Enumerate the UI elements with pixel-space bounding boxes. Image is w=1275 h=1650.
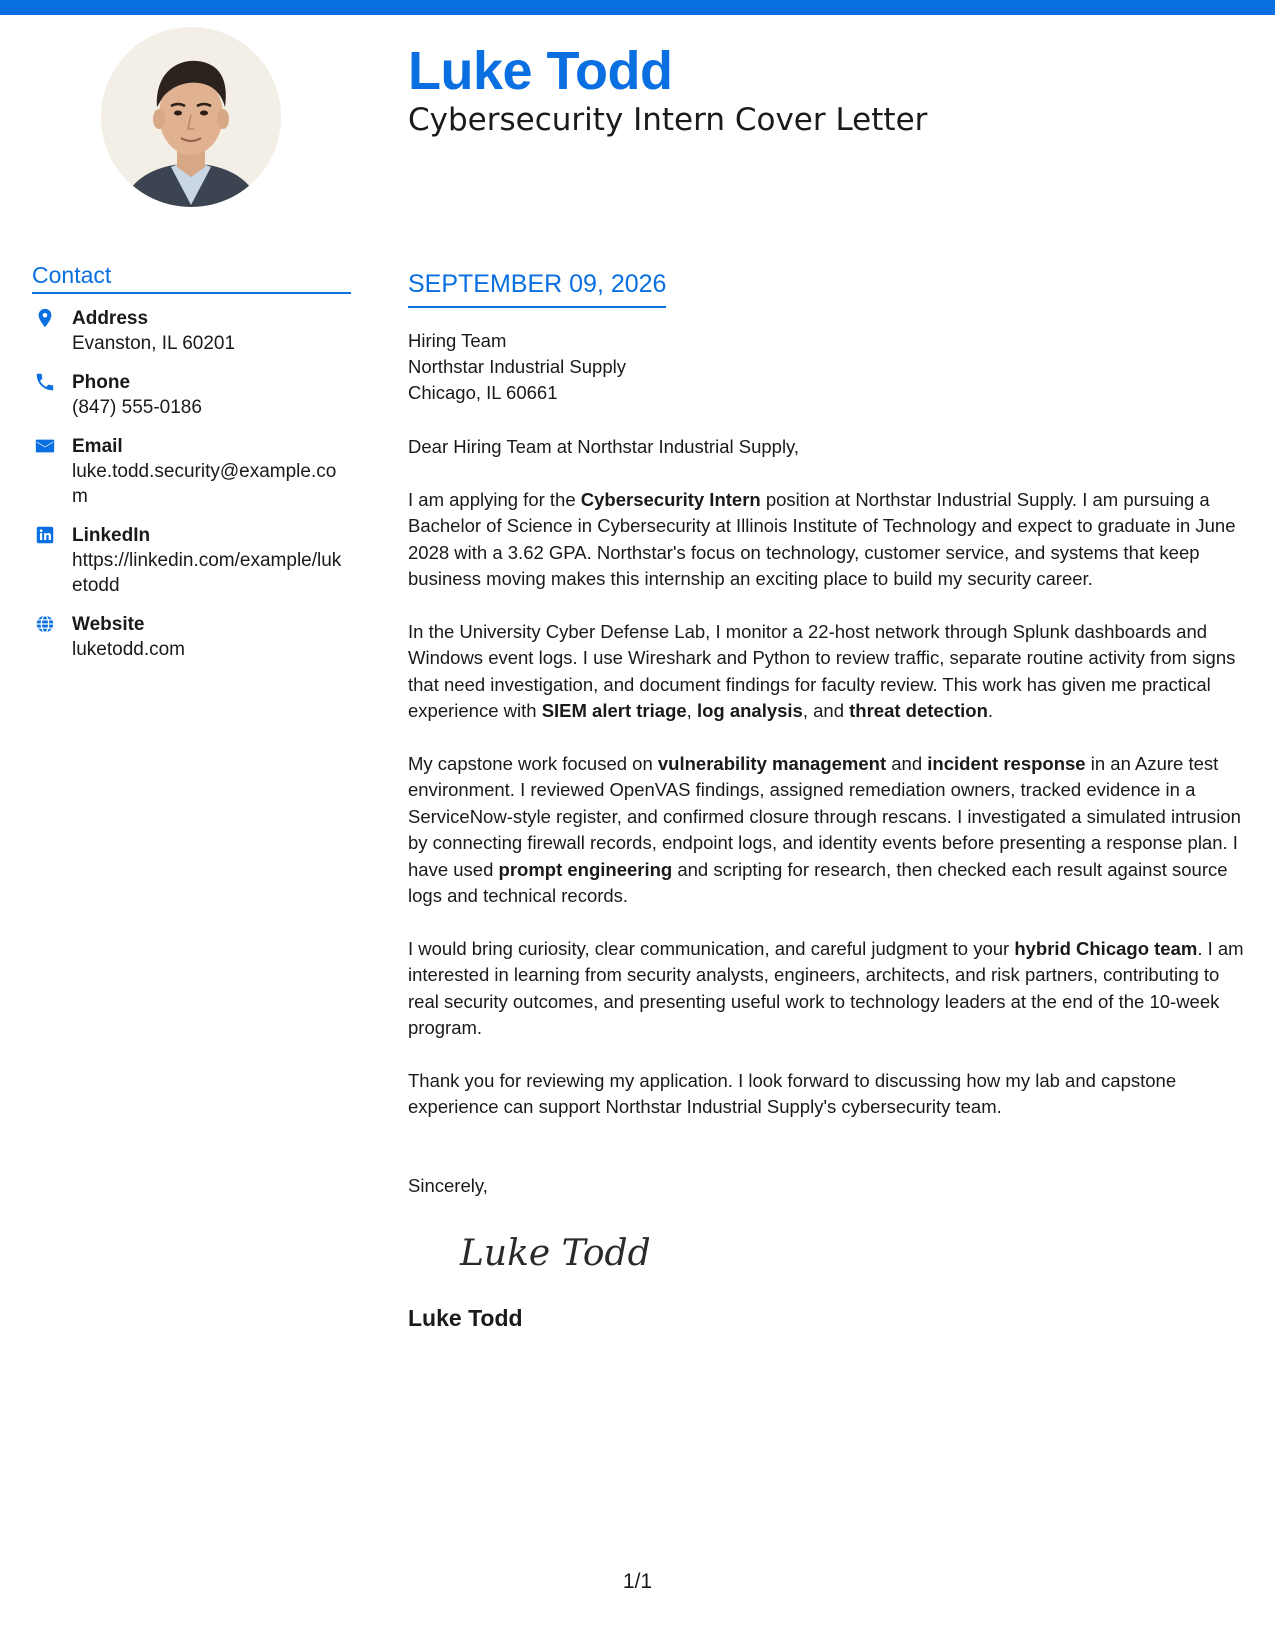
text-run: . I am interested in learning from security analysts, engineers, architects, and risk partners, contributing to real security outcomes, and presenting useful work to technology leaders at the end of the 10-week program. — [408, 937, 1244, 1038]
contact-value[interactable]: https://linkedin.com/example/luketodd — [72, 550, 342, 596]
contact-label: Phone — [72, 372, 131, 393]
map-pin-icon — [34, 307, 58, 331]
bold-phrase: incident response — [927, 752, 1086, 774]
applicant-name: Luke Todd — [408, 41, 673, 101]
signature-text: Luke Todd — [460, 1233, 651, 1274]
phone-icon — [34, 371, 58, 395]
contact-value[interactable]: luketodd.com — [72, 639, 186, 660]
bold-phrase: Cybersecurity Intern — [580, 488, 761, 510]
contact-heading: Contact — [32, 262, 351, 294]
signer-name: Luke Todd — [408, 1305, 523, 1331]
text-run: . — [987, 700, 994, 721]
text-run: in an Azure test environment. I reviewed OpenVAS findings, assigned remediation owners, tracked evidence in a ServiceNow-style register, and confirmed closure through rescans. I investigated a simulated intrusion by connecting firewall records, endpoint logs, and identity events before presenting a response plan. I have used — [408, 752, 1241, 880]
bold-phrase: threat detection — [849, 700, 988, 721]
handwritten-signature — [456, 1225, 1253, 1281]
contact-value[interactable]: luke.todd.security@example.com — [72, 461, 337, 507]
envelope-icon — [34, 435, 58, 459]
bold-phrase: SIEM alert triage — [541, 700, 687, 721]
contact-item-address — [32, 306, 351, 356]
top-accent-bar — [0, 0, 1275, 15]
letter-paragraph — [408, 619, 1253, 725]
contact-value: (847) 555-0186 — [72, 397, 202, 418]
text-run: , — [686, 700, 697, 721]
text-run: and scripting for research, then checked each result against source logs and technical records. — [408, 858, 1228, 906]
text-run: In the University Cyber Defense Lab, I monitor a 22-host network through Splunk dashboards and Windows event logs. I use Wireshark and Python to review traffic, separate routine activity from signs that need investigation, and document findings for faculty review. This work has given me practical experience with — [408, 620, 1236, 721]
contact-label: Email — [72, 436, 123, 457]
text-run: , and — [802, 700, 850, 721]
letter-paragraph — [408, 1068, 1253, 1121]
contact-value: Evanston, IL 60201 — [72, 333, 236, 354]
recipient-block — [408, 328, 1253, 406]
contact-label: Address — [72, 308, 149, 329]
contact-label: Website — [72, 614, 145, 635]
contact-item-email — [32, 434, 351, 509]
letter-paragraph — [408, 751, 1253, 910]
contact-item-linkedin — [32, 523, 351, 598]
linkedin-icon — [34, 524, 58, 548]
profile-photo — [101, 27, 281, 207]
text-run: position at Northstar Industrial Supply. I am pursuing a Bachelor of Science in Cybersecurity at Illinois Institute of Technology and expect to graduate in June 2028 with a 3.62 GPA. Northstar's focus on technology, customer service, and systems that keep business moving makes this internship an exciting place to build my security career. — [408, 488, 1236, 589]
contact-item-phone — [32, 370, 351, 420]
recipient-line: Chicago, IL 60661 — [408, 382, 558, 403]
salutation: Dear Hiring Team at Northstar Industrial Supply, — [408, 436, 800, 457]
text-run: I am applying for the — [408, 488, 581, 510]
bold-phrase: log analysis — [696, 700, 803, 721]
text-run: Thank you for reviewing my application. I look forward to discussing how my lab and capstone experience can support Northstar Industrial Supply's cybersecurity team. — [408, 1069, 1177, 1117]
recipient-line: Hiring Team — [408, 330, 507, 351]
letter-paragraph — [408, 487, 1253, 593]
globe-icon — [34, 613, 58, 637]
letter-body — [408, 268, 1253, 1332]
bold-phrase: vulnerability management — [657, 752, 887, 774]
contact-sidebar — [32, 262, 351, 676]
page-number: 1/1 — [622, 1570, 653, 1593]
letter-paragraph — [408, 936, 1253, 1042]
document-subtitle: Cybersecurity Intern Cover Letter — [408, 102, 928, 138]
contact-item-website — [32, 612, 351, 662]
recipient-line: Northstar Industrial Supply — [408, 356, 626, 377]
letter-date: SEPTEMBER 09, 2026 — [408, 268, 666, 308]
letter-paragraphs — [408, 487, 1253, 1121]
text-run: My capstone work focused on — [408, 752, 658, 774]
closing: Sincerely, — [408, 1174, 488, 1196]
bold-phrase: prompt engineering — [498, 858, 673, 880]
text-run: and — [886, 752, 928, 774]
contact-label: LinkedIn — [72, 525, 151, 546]
text-run: I would bring curiosity, clear communication, and careful judgment to your — [408, 937, 1015, 959]
bold-phrase: hybrid Chicago team — [1014, 937, 1198, 959]
